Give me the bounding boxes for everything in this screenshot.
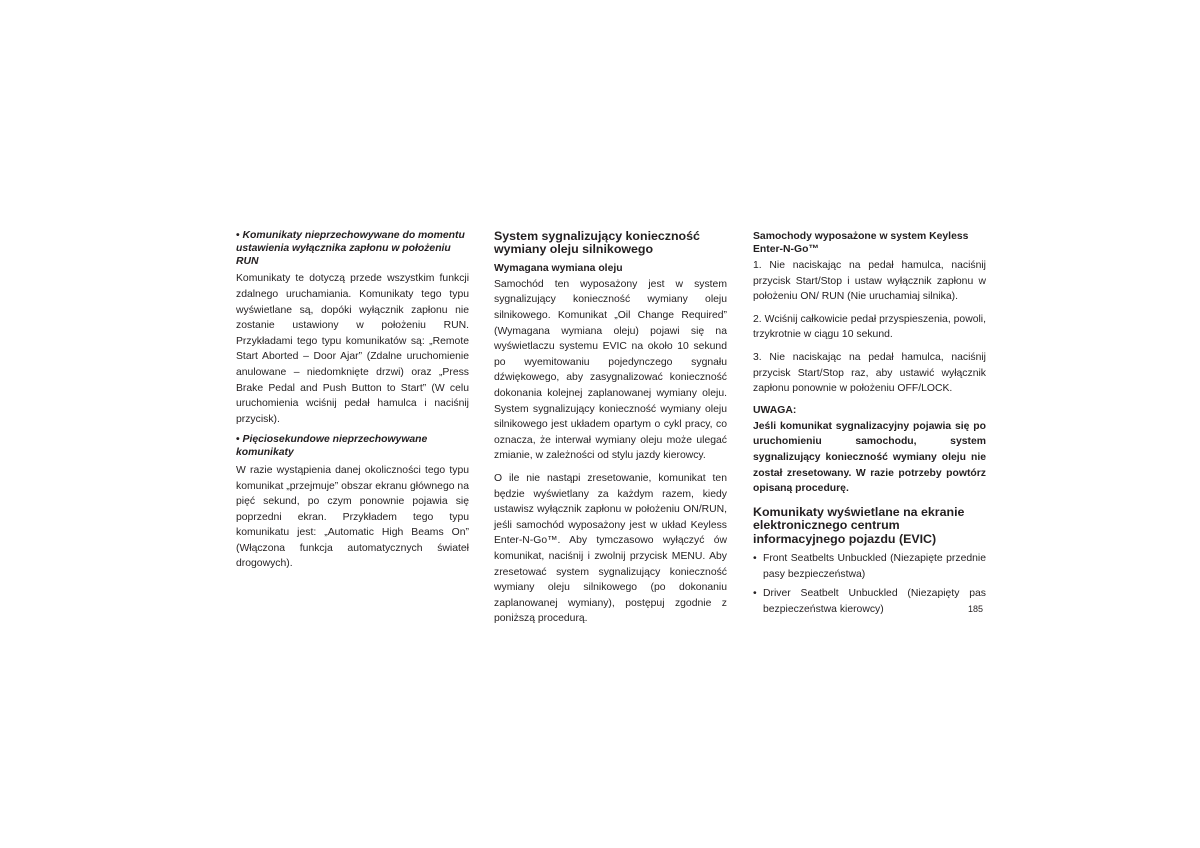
bullet-dot: • — [236, 230, 243, 241]
procedure-step: 2. Wciśnij całkowicie pedał przyspieszenia, powoli, trzykrotnie w ciągu 10 sekund. — [753, 313, 986, 341]
list-item-text: Front Seatbelts Unbuckled (Niezapięte przednie pasy bezpieczeństwa) — [763, 552, 986, 580]
left-column — [236, 230, 469, 579]
section-title: System sygnalizujący konieczność wymiany oleju silnikowego — [494, 229, 700, 257]
list-item — [753, 586, 986, 617]
procedure-step: 1. Nie naciskając na pedał hamulca, naciśnij przycisk Start/Stop i ustaw wyłącznik zapłonu w położeniu ON/ RUN (Nie uruchamiaj silnika). — [753, 260, 986, 303]
bullet-heading — [236, 434, 469, 460]
list-item — [753, 551, 986, 582]
bullet-heading-text: Komunikaty nieprzechowywane do momentu ustawienia wyłącznika zapłonu w położeniu RUN — [236, 230, 465, 267]
paragraph: O ile nie nastąpi zresetowanie, komunikat ten będzie wyświetlany za każdym razem, kiedy ustawisz wyłącznik zapłonu w położeniu ON/RUN, jeśli samochód wyposażony jest w układ Keyless Enter-N-Go™. Aby tymczasowo wyłączyć ów komunikat, naciśnij i zwolnij przycisk MENU. Aby zresetować system sygnalizujący konieczność wymiany oleju silnikowego (po dokonaniu zaplanowanej wymiany), postępuj zgodnie z poniższą procedurą. — [494, 472, 727, 625]
bullet-dot: • — [236, 434, 243, 446]
paragraph: W razie wystąpienia danej okoliczności tego typu komunikat „przejmuje” obszar ekranu głównego na pięć sekund, po czym ponownie pojawia się poprzedni ekran. Przykładem tego typu komunikatu jest: „Automatic High Beams On” (Włączona funkcja automatycznych świateł drogowych). — [236, 464, 469, 570]
bullet-heading-text: Pięciosekundowe nieprzechowywane komunikaty — [236, 434, 428, 459]
note-text: Jeśli komunikat sygnalizacyjny pojawia się po uruchomieniu samochodu, system sygnalizujący konieczność wymiany oleju nie został zresetowany. W razie potrzeby powtórz opisaną procedurę. — [753, 420, 986, 495]
right-column — [753, 230, 986, 621]
note-title: UWAGA: — [753, 404, 797, 416]
subsection-title: Samochody wyposażone w system Keyless Enter-N-Go™ — [753, 231, 969, 255]
bullet-dot: • — [753, 552, 757, 564]
paragraph: Komunikaty te dotyczą przede wszystkim funkcji zdalnego uruchamiania. Komunikaty tego typu wyświetlane są, dopóki wyłącznik zapłonu nie zostanie ustawiony w położeniu RUN. Przykładami tego typu komunikatów są: „Remote Start Aborted – Door Ajar” (Zdalne uruchomienie anulowane – niedomknięte drzwi) oraz „Press Brake Pedal and Push Button to Start” (W celu uruchomienia wciśnij pedał hamulca i naciśnij przycisk). — [236, 273, 469, 425]
bullet-heading — [236, 230, 469, 268]
section-title: Komunikaty wyświetlane na ekranie elektronicznego centrum informacyjnego pojazdu (EVIC) — [753, 504, 965, 546]
middle-column — [494, 230, 727, 634]
procedure-step: 3. Nie naciskając na pedał hamulca, naciśnij przycisk Start/Stop raz, aby ustawić wyłącznik zapłonu ponownie w położeniu OFF/LOCK. — [753, 351, 986, 395]
page-number: 185 — [968, 604, 984, 614]
subsection-title: Wymagana wymiana oleju — [494, 262, 623, 274]
list-item-text: Driver Seatbelt Unbuckled (Niezapięty pas bezpieczeństwa kierowcy) — [763, 588, 986, 615]
paragraph: Samochód ten wyposażony jest w system sygnalizujący konieczność wymiany oleju silnikowego. Komunikat „Oil Change Required” (Wymagana wymiana oleju) pojawi się na wyświetlaczu systemu EVIC na około 10 sekund po wyemitowaniu pojedynczego sygnału dźwiękowego, aby zasygnalizować konieczność dokonania kolejnej zaplanowanej wymiany oleju. System sygnalizujący konieczność wymiany oleju silnikowego jest układem opartym o cykl pracy, co oznacza, że interwał wymiany oleju może ulegać zmianie, w zależności od stylu jazdy kierowcy. — [494, 278, 727, 462]
bullet-dot: • — [753, 588, 757, 600]
message-list — [753, 551, 986, 617]
